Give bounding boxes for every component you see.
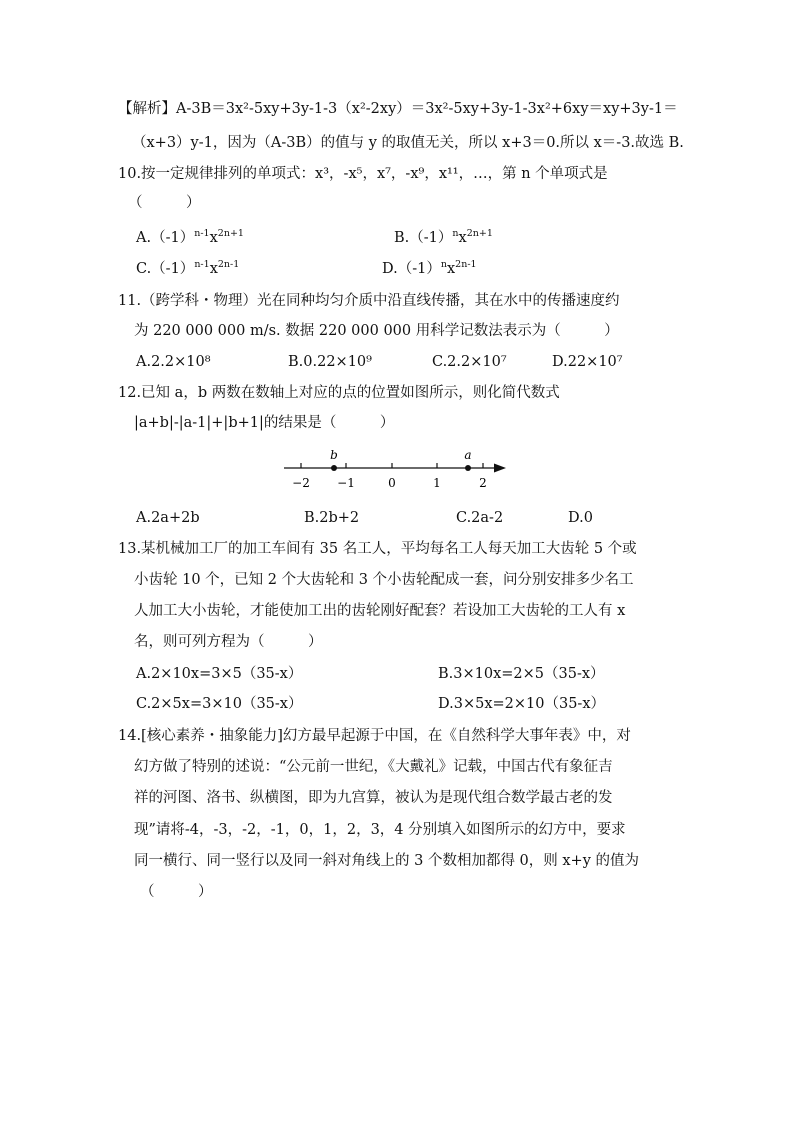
q13-option-b: B.3×10x=2×5（35-x） [438, 666, 605, 682]
point-a-label: a [464, 448, 472, 462]
q12-option-b: B.2b+2 [304, 510, 360, 526]
q13-option-a: A.2×10x=3×5（35-x） [136, 666, 303, 682]
q14-stem-line-1: 14.[核心素养・抽象能力]幻方最早起源于中国，在《自然科学大事年表》中，对 [118, 728, 631, 744]
q10-stem-line-1: 10.按一定规律排列的单项式：x³，-x⁵，x⁷，-x⁹，x¹¹，…，第 n 个单项式是 [118, 166, 608, 182]
q10-option-c-exp1: n-1 [194, 259, 210, 270]
q10-option-c-x: x [209, 261, 218, 277]
q10-option-a-base: A.（-1） [136, 230, 195, 246]
q14-stem-line-4: 现”请将-4，-3，-2，-1，0，1，2，3，4 分别填入如图所示的幻方中，要求 [134, 822, 626, 838]
point-b-dot [331, 465, 337, 471]
q12-stem-line-2: |a+b|-|a-1|+|b+1|的结果是（ ） [134, 415, 395, 431]
tick-label-minus-2: −2 [292, 476, 310, 490]
q13-option-d: D.3×5x=2×10（35-x） [438, 696, 605, 712]
q11-stem-line-2: 为 220 000 000 m/s. 数据 220 000 000 用科学记数法表示为（ ） [134, 323, 619, 339]
q11-stem-line-1: 11.（跨学科・物理）光在同种均匀介质中沿直线传播，其在水中的传播速度约 [118, 293, 620, 309]
q10-option-d [382, 259, 477, 281]
q10-option-c-base: C.（-1） [136, 261, 195, 277]
analysis-line-2: （x+3）y-1，因为（A-3B）的值与 y 的取值无关，所以 x+3＝0.所以 x＝-3.故选 B. [132, 135, 684, 151]
q10-option-d-x: x [446, 261, 456, 277]
q13-option-c: C.2×5x=3×10（35-x） [136, 696, 303, 712]
q10-option-c-exp2: 2n-1 [217, 259, 240, 270]
q11-option-a: A.2.2×10⁸ [136, 354, 211, 370]
q10-option-a [136, 228, 244, 250]
q11-option-d: D.22×10⁷ [552, 354, 623, 370]
tick-label-1: 1 [433, 476, 441, 490]
tick-label-2: 2 [479, 476, 487, 490]
q13-stem-line-4: 名，则可列方程为（ ） [134, 634, 323, 650]
q10-option-a-exp1: n-1 [194, 228, 210, 239]
q10-stem-line-2: （ ） [128, 195, 201, 211]
q10-option-a-x: x [209, 230, 218, 246]
q10-option-d-exp1: n [440, 259, 447, 270]
q10-option-b-exp2: 2n+1 [466, 228, 493, 239]
q14-stem-line-6: （ ） [140, 884, 213, 900]
analysis-line-1: 【解析】A-3B＝3x²-5xy+3y-1-3（x²-2xy）＝3x²-5xy+3y-1-3x²+6xy＝xy+3y-1＝ [118, 101, 678, 117]
q10-option-d-base: D.（-1） [382, 261, 441, 277]
number-line-arrow [494, 464, 506, 473]
q12-option-d: D.0 [568, 510, 593, 526]
number-line-figure [280, 440, 520, 496]
tick-label-minus-1: −1 [337, 476, 355, 490]
q14-stem-line-3: 祥的河图、洛书、纵横图，即为九宫算，被认为是现代组合数学最古老的发 [134, 790, 613, 806]
point-b-label: b [330, 448, 338, 462]
q11-option-c: C.2.2×10⁷ [432, 354, 507, 370]
point-a-dot [465, 465, 471, 471]
q11-option-b: B.0.22×10⁹ [288, 354, 372, 370]
q10-option-b-base: B.（-1） [394, 230, 453, 246]
q13-stem-line-1: 13.某机械加工厂的加工车间有 35 名工人，平均每名工人每天加工大齿轮 5 个或 [118, 541, 637, 557]
tick-label-0: 0 [388, 476, 396, 490]
q14-stem-line-2: 幻方做了特别的述说：“公元前一世纪，《大戴礼》记载，中国古代有象征吉 [134, 759, 613, 775]
q10-option-b-x: x [458, 230, 467, 246]
q13-stem-line-2: 小齿轮 10 个，已知 2 个大齿轮和 3 个小齿轮配成一套，问分别安排多少名工 [134, 572, 634, 588]
q10-option-b [394, 228, 493, 250]
q14-stem-line-5: 同一横行、同一竖行以及同一斜对角线上的 3 个数相加都得 0，则 x+y 的值为 [134, 853, 640, 869]
q10-option-b-exp1: n [452, 228, 459, 239]
q10-option-c [136, 259, 239, 281]
q12-option-a: A.2a+2b [136, 510, 200, 526]
q13-stem-line-3: 人加工大小齿轮，才能使加工出的齿轮刚好配套？若设加工大齿轮的工人有 x [134, 603, 626, 619]
q12-stem-line-1: 12.已知 a，b 两数在数轴上对应的点的位置如图所示，则化简代数式 [118, 385, 560, 401]
q12-option-c: C.2a-2 [456, 510, 504, 526]
q10-option-a-exp2: 2n+1 [217, 228, 244, 239]
q10-option-d-exp2: 2n-1 [455, 259, 477, 270]
